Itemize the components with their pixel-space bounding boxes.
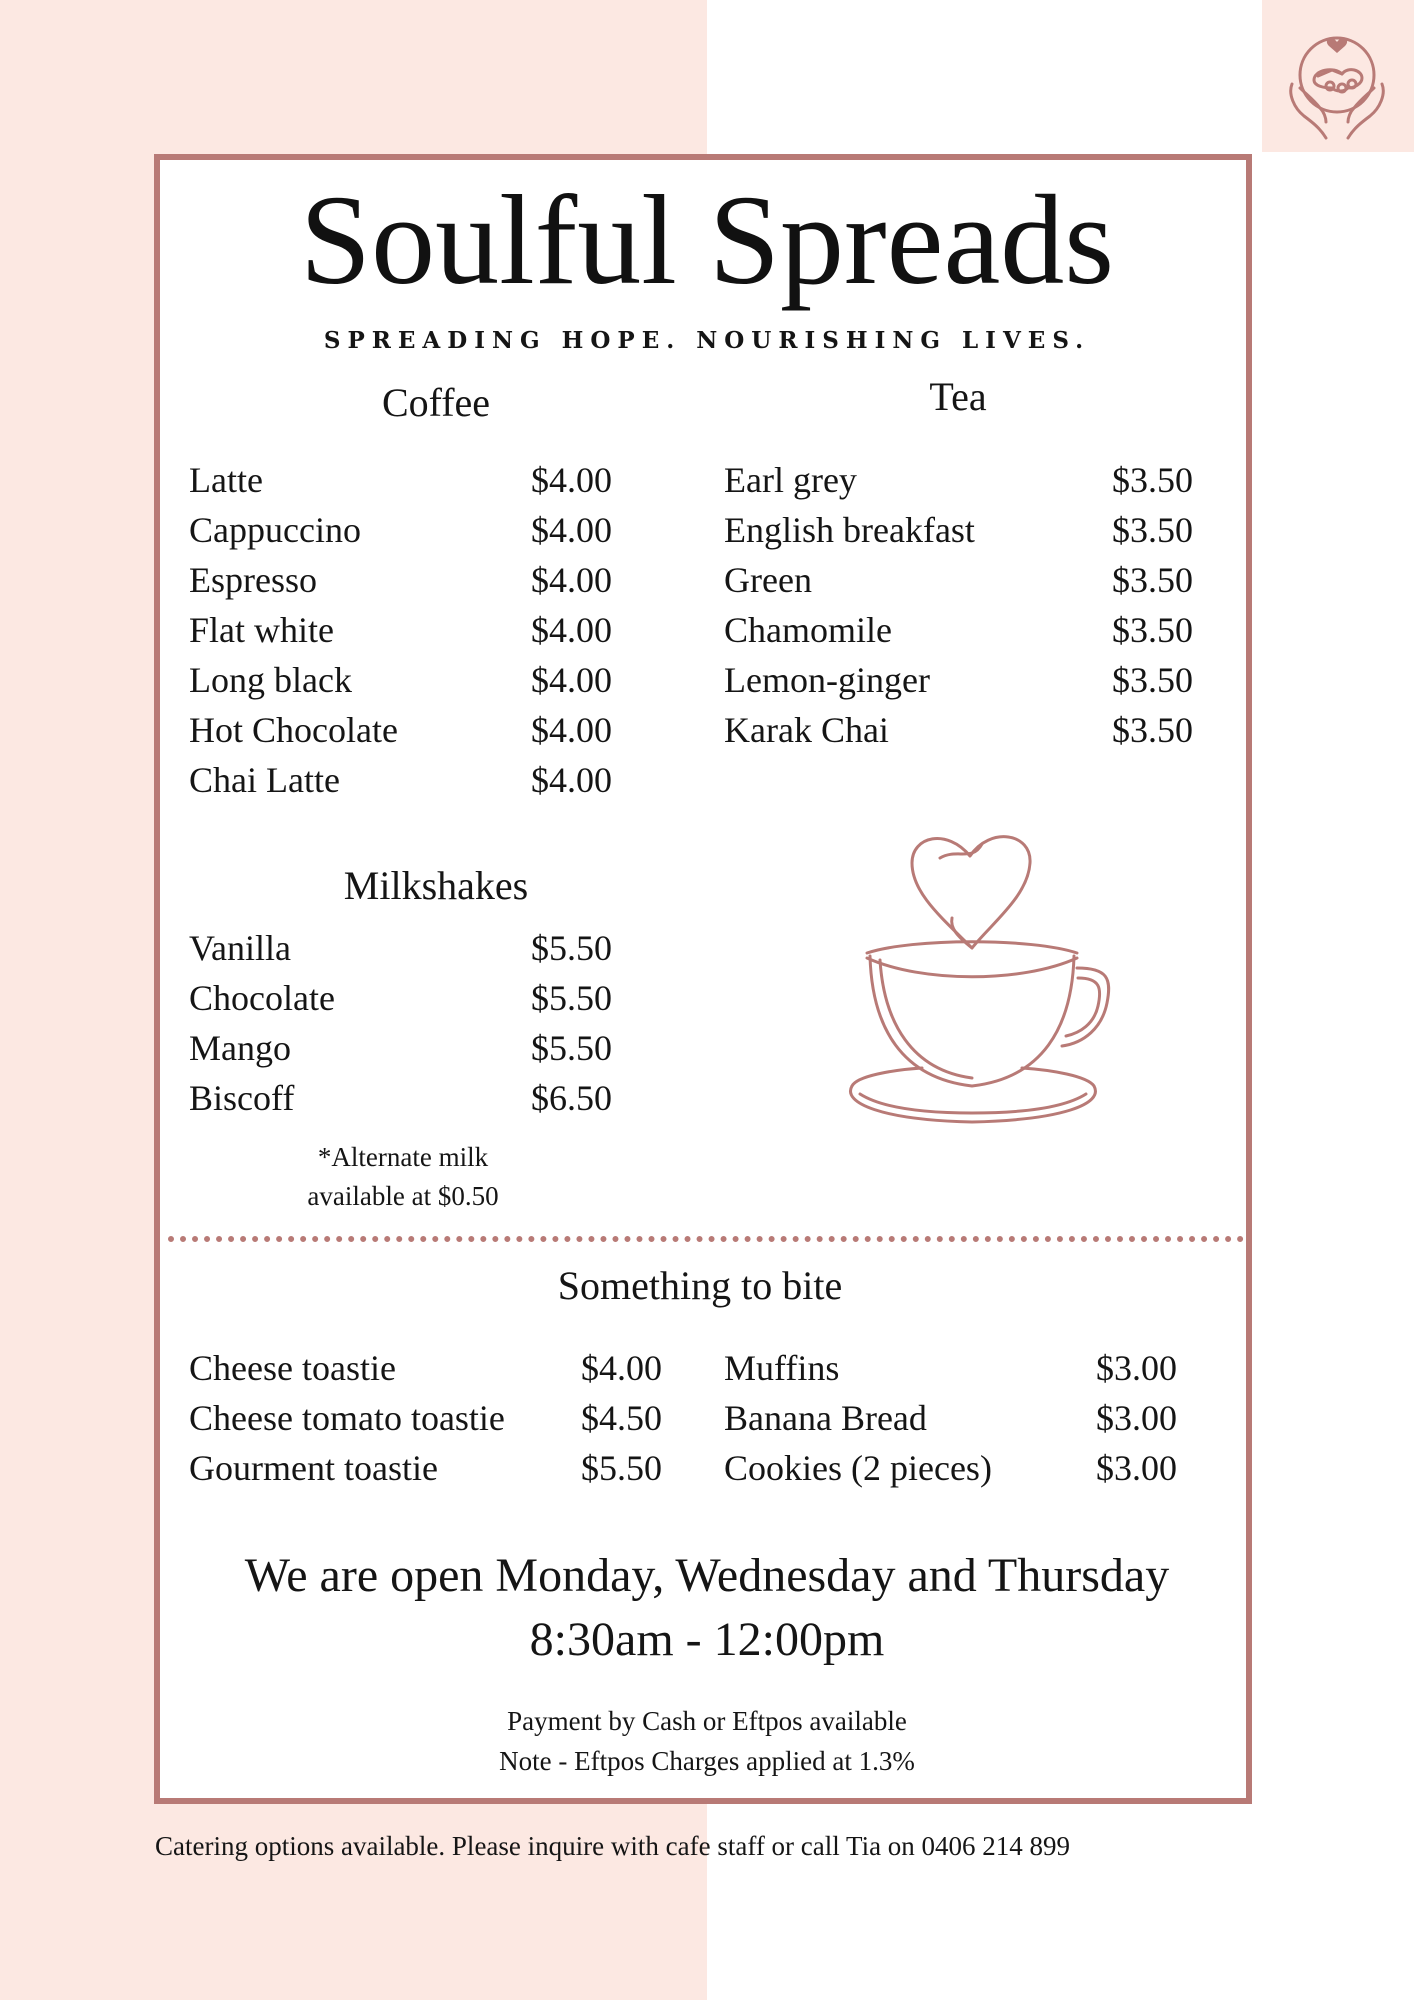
item-price: $4.00 xyxy=(531,510,612,550)
item-price: $4.00 xyxy=(531,460,612,500)
item-name: Cheese toastie xyxy=(189,1348,396,1388)
bites-right-list xyxy=(724,1343,1224,1493)
payment-line1: Payment by Cash or Eftpos available xyxy=(507,1706,907,1736)
item-name: Chamomile xyxy=(724,610,892,650)
bites-left-list xyxy=(189,1343,689,1493)
brand-title: Soulful Spreads xyxy=(299,169,1115,311)
list-item xyxy=(189,555,629,605)
list-item xyxy=(724,605,1224,655)
item-price: $4.00 xyxy=(531,710,612,750)
item-name: Cheese tomato toastie xyxy=(189,1398,505,1438)
coffee-heading: Coffee xyxy=(381,380,491,425)
item-name: Mango xyxy=(189,1028,291,1068)
list-item xyxy=(724,555,1224,605)
item-name: Gourment toastie xyxy=(189,1448,438,1488)
item-price: $3.50 xyxy=(1112,610,1193,650)
item-price: $4.00 xyxy=(531,760,612,800)
coffee-list xyxy=(189,455,629,805)
list-item xyxy=(724,655,1224,705)
item-name: Green xyxy=(724,560,812,600)
item-price: $5.50 xyxy=(531,978,612,1018)
item-name: Cappuccino xyxy=(189,510,361,550)
list-item xyxy=(189,705,629,755)
item-name: Karak Chai xyxy=(724,710,889,750)
item-name: Vanilla xyxy=(189,928,291,968)
brand-tagline: SPREADING HOPE. NOURISHING LIVES. xyxy=(323,327,1091,354)
alternate-milk-note-line2: available at $0.50 xyxy=(307,1181,499,1211)
item-name: Banana Bread xyxy=(724,1398,927,1438)
list-item xyxy=(189,1073,629,1123)
catering-footer: Catering options available. Please inquire with cafe staff or call Tia on 0406 214 899 xyxy=(155,1831,1071,1861)
milkshakes-list xyxy=(189,923,629,1123)
list-item xyxy=(189,605,629,655)
item-price: $3.00 xyxy=(1096,1448,1177,1488)
section-divider xyxy=(168,1236,1244,1242)
item-price: $3.00 xyxy=(1096,1398,1177,1438)
item-price: $5.50 xyxy=(531,1028,612,1068)
item-price: $3.50 xyxy=(1112,660,1193,700)
item-name: Earl grey xyxy=(724,460,857,500)
tea-heading: Tea xyxy=(929,374,987,419)
tea-list xyxy=(724,455,1224,755)
list-item xyxy=(189,923,629,973)
item-price: $3.50 xyxy=(1112,560,1193,600)
item-name: Biscoff xyxy=(189,1078,295,1118)
item-name: Cookies (2 pieces) xyxy=(724,1448,992,1488)
list-item xyxy=(724,1443,1224,1493)
list-item xyxy=(724,455,1224,505)
item-name: Espresso xyxy=(189,560,317,600)
alternate-milk-note-line1: *Alternate milk xyxy=(317,1142,489,1172)
list-item xyxy=(189,1343,689,1393)
list-item xyxy=(724,1393,1224,1443)
list-item xyxy=(189,755,629,805)
item-name: Latte xyxy=(189,460,263,500)
list-item xyxy=(724,705,1224,755)
item-price: $6.50 xyxy=(531,1078,612,1118)
item-name: Long black xyxy=(189,660,352,700)
item-price: $4.00 xyxy=(531,560,612,600)
item-name: English breakfast xyxy=(724,510,975,550)
opening-days: We are open Monday, Wednesday and Thursday xyxy=(244,1549,1170,1602)
list-item xyxy=(189,1023,629,1073)
list-item xyxy=(189,973,629,1023)
item-price: $3.50 xyxy=(1112,510,1193,550)
list-item xyxy=(189,505,629,555)
hands-holding-food-icon xyxy=(1272,18,1402,148)
list-item xyxy=(724,1343,1224,1393)
list-item xyxy=(189,1393,689,1443)
item-name: Muffins xyxy=(724,1348,840,1388)
list-item xyxy=(189,455,629,505)
item-price: $5.50 xyxy=(531,928,612,968)
logo-box xyxy=(1262,0,1414,152)
item-name: Chocolate xyxy=(189,978,335,1018)
item-name: Lemon-ginger xyxy=(724,660,930,700)
item-name: Hot Chocolate xyxy=(189,710,398,750)
list-item xyxy=(189,1443,689,1493)
item-name: Chai Latte xyxy=(189,760,340,800)
payment-line2: Note - Eftpos Charges applied at 1.3% xyxy=(499,1746,915,1776)
bites-heading: Something to bite xyxy=(557,1263,843,1308)
milkshakes-heading: Milkshakes xyxy=(343,863,529,908)
item-price: $5.50 xyxy=(581,1448,662,1488)
item-price: $3.00 xyxy=(1096,1348,1177,1388)
coffee-cup-heart-steam-icon xyxy=(822,818,1122,1138)
item-price: $4.00 xyxy=(531,660,612,700)
item-price: $3.50 xyxy=(1112,460,1193,500)
item-price: $4.00 xyxy=(581,1348,662,1388)
item-price: $4.00 xyxy=(531,610,612,650)
opening-time: 8:30am - 12:00pm xyxy=(529,1613,885,1666)
list-item xyxy=(724,505,1224,555)
item-name: Flat white xyxy=(189,610,334,650)
item-price: $4.50 xyxy=(581,1398,662,1438)
list-item xyxy=(189,655,629,705)
item-price: $3.50 xyxy=(1112,710,1193,750)
